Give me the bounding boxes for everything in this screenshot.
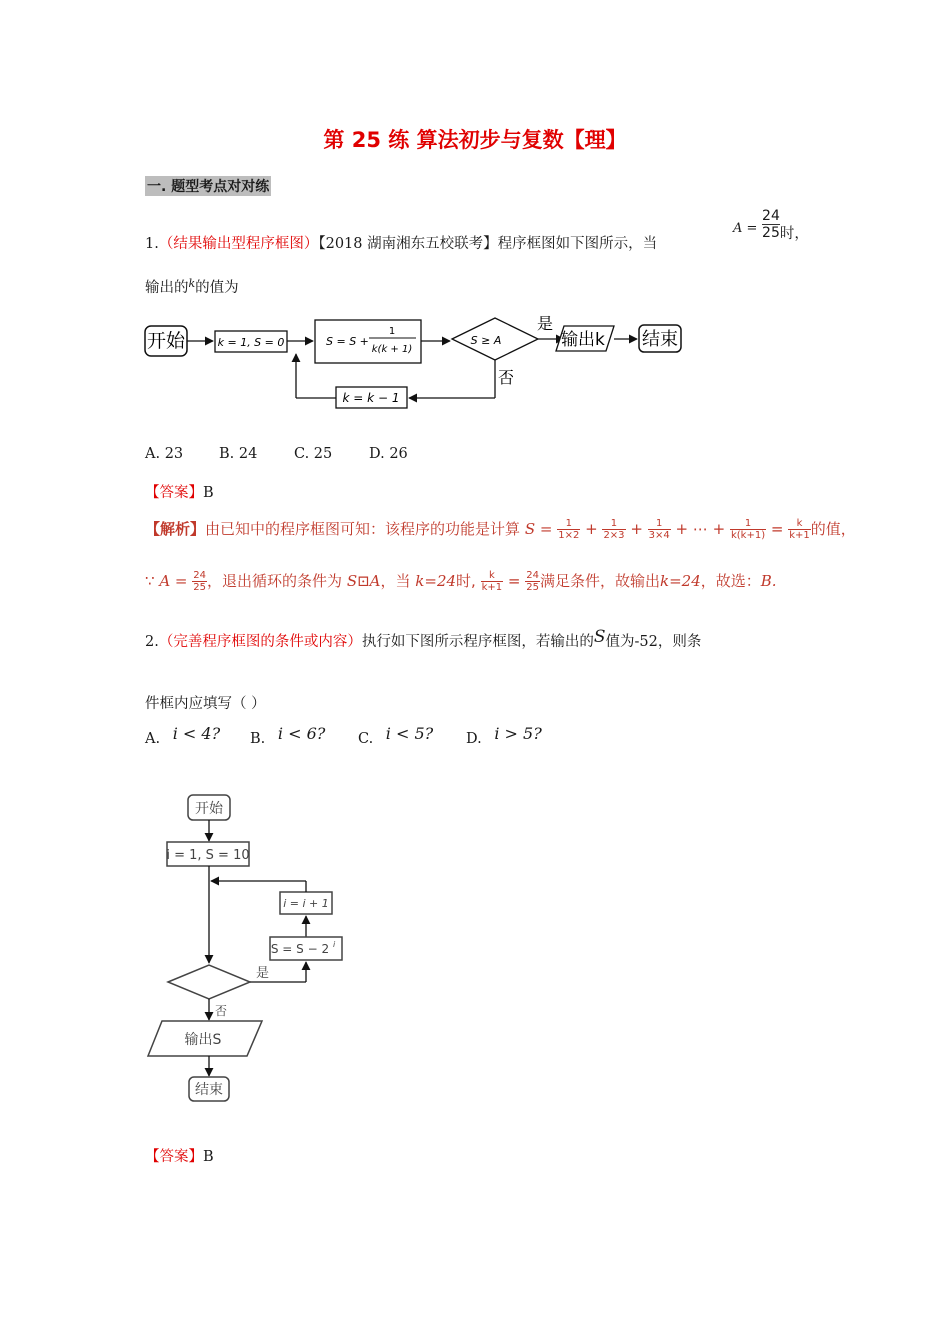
q1-analysis-text5: 满足条件，故输出 bbox=[540, 572, 661, 590]
q2-option-b bbox=[250, 724, 326, 747]
q1-A-numerator: 24 bbox=[762, 208, 780, 224]
q1-option-b: B. 24 bbox=[219, 446, 258, 462]
q2-text1: 执行如下图所示程序框图，若输出的 bbox=[361, 634, 594, 650]
q1-start-label: 开始 bbox=[146, 330, 186, 352]
q1-yes-label: 是 bbox=[537, 314, 554, 333]
q2-yes-label: 是 bbox=[256, 966, 270, 981]
q1-line2 bbox=[145, 276, 239, 297]
q1-number: 1. bbox=[145, 236, 159, 252]
q1-decrement-label: k = k − 1 bbox=[342, 391, 400, 405]
q2-assign-exponent: i bbox=[333, 940, 336, 949]
q2-option-b-expr: i < 6? bbox=[277, 724, 326, 743]
q2-number: 2. bbox=[145, 634, 159, 650]
q1-option-a: A. 23 bbox=[145, 446, 184, 462]
q1-option-c: C. 25 bbox=[294, 446, 333, 462]
q1-analysis-label: 【解析】 bbox=[145, 520, 206, 538]
q1-analysis-text1-end: 的值， bbox=[810, 520, 856, 538]
q2-no-label: 否 bbox=[215, 1004, 228, 1018]
q1-line2-text: 输出的 bbox=[145, 280, 189, 296]
q1-after-frac: 时， bbox=[779, 225, 809, 242]
q2-option-c bbox=[358, 724, 434, 747]
q2-option-a bbox=[145, 724, 221, 747]
q2-option-a-label: A. bbox=[145, 731, 161, 747]
q2-var: S bbox=[593, 627, 606, 647]
q2-option-c-expr: i < 5? bbox=[385, 724, 434, 743]
q2-option-d-label: D. bbox=[466, 731, 482, 747]
q1-analysis-line1: 【解析】由已知中的程序框图可知：该程序的功能是计算 S = $\frac{1}{1\times 2}$ + $\frac{1}{2\times 3}$ + $\frac{1}{3\times 4}$ + ⋯ + $\frac{1}{k(k+1)}$ = $\frac{k}{k+1}$ 的值， bbox=[145, 518, 856, 541]
q1-analysis-text2: ，退出循环的条件为 bbox=[207, 572, 343, 590]
q1-analysis-because: ∵ bbox=[145, 572, 155, 590]
q1-analysis-text4: 时, bbox=[456, 572, 476, 590]
q2-tag: （完善程序框图的条件或内容） bbox=[158, 634, 362, 650]
q2-condition-diamond bbox=[168, 965, 250, 999]
q2-increment-label: i = i + 1 bbox=[283, 897, 329, 910]
section-heading: 一. 题型考点对对练 bbox=[145, 176, 271, 196]
q1-analysis-cond: S⊡A bbox=[346, 572, 381, 590]
q1-A-denominator: 25 bbox=[762, 225, 780, 241]
q1-analysis-text1: 由已知中的程序框图可知：该程序的功能是计算 bbox=[205, 520, 521, 538]
q2-answer-value: B bbox=[203, 1149, 214, 1165]
page-title: 第 25 练 算法初步与复数【理】 bbox=[323, 128, 627, 152]
q1-analysis-line2: ∵ A = $\frac{24}{25}$ ，退出循环的条件为 S⊡A，当 k=24时, $\frac{k}{k+1}$ = $\frac{24}{25}$ 满足条件，故输出k=24，故选：B. bbox=[145, 570, 777, 593]
q2-answer-label: 【答案】 bbox=[145, 1149, 203, 1165]
q1-source: 【2018 湖南湘东五校联考】程序框图如下图所示，当 bbox=[318, 236, 658, 252]
q1-tag: （结果输出型程序框图） bbox=[158, 236, 319, 252]
q2-init-label: i = 1, S = 10 bbox=[166, 848, 250, 863]
q1-answer bbox=[145, 481, 214, 502]
q1-analysis-choice: B. bbox=[760, 572, 777, 590]
q2-line2: 件框内应填写（ ） bbox=[145, 696, 266, 712]
q2-start-label: 开始 bbox=[195, 801, 223, 817]
q1-condition-label: S ≥ A bbox=[470, 334, 502, 347]
q1-option-d: D. 26 bbox=[369, 446, 408, 462]
q1-answer-value: B bbox=[203, 485, 214, 501]
q1-A-lhs: A = bbox=[733, 220, 758, 236]
q2-option-d-expr: i > 5? bbox=[494, 724, 542, 743]
q1-assign-lhs: S = S + bbox=[326, 335, 369, 348]
q1-analysis-k: k=24 bbox=[415, 572, 457, 590]
q2-option-d bbox=[466, 724, 542, 747]
q1-line1 bbox=[145, 232, 657, 253]
q1-analysis-k2: k=24 bbox=[660, 572, 701, 590]
q2-flowchart bbox=[140, 785, 380, 1110]
q1-assign-num: 1 bbox=[388, 326, 396, 337]
q1-no-label: 否 bbox=[498, 368, 515, 387]
q1-assign-den: k(k + 1) bbox=[371, 344, 413, 355]
q2-option-a-expr: i < 4? bbox=[172, 724, 221, 743]
q2-end-label: 结束 bbox=[195, 1082, 223, 1098]
q1-line2-var: k bbox=[188, 277, 196, 290]
q2-text2: 值为-52，则条 bbox=[605, 634, 702, 650]
q2-answer bbox=[145, 1145, 214, 1166]
q1-answer-label: 【答案】 bbox=[145, 485, 203, 501]
q2-option-c-label: C. bbox=[358, 731, 374, 747]
q2-output-label: 输出S bbox=[184, 1032, 222, 1048]
q1-flowchart bbox=[140, 308, 700, 416]
q1-line2-end: 的值为 bbox=[195, 280, 239, 296]
q1-analysis-text6: ，故选： bbox=[700, 572, 761, 590]
q1-init-label: k = 1, S = 0 bbox=[217, 336, 285, 349]
q1-end-label: 结束 bbox=[642, 329, 678, 350]
q2-assign-label: S = S − 2 bbox=[270, 942, 330, 956]
q1-output-label: 输出k bbox=[561, 330, 605, 350]
q2-line1 bbox=[145, 627, 702, 651]
q2-option-b-label: B. bbox=[250, 731, 266, 747]
q1-A-value bbox=[733, 208, 809, 241]
q1-analysis-text3: ，当 bbox=[380, 572, 411, 590]
